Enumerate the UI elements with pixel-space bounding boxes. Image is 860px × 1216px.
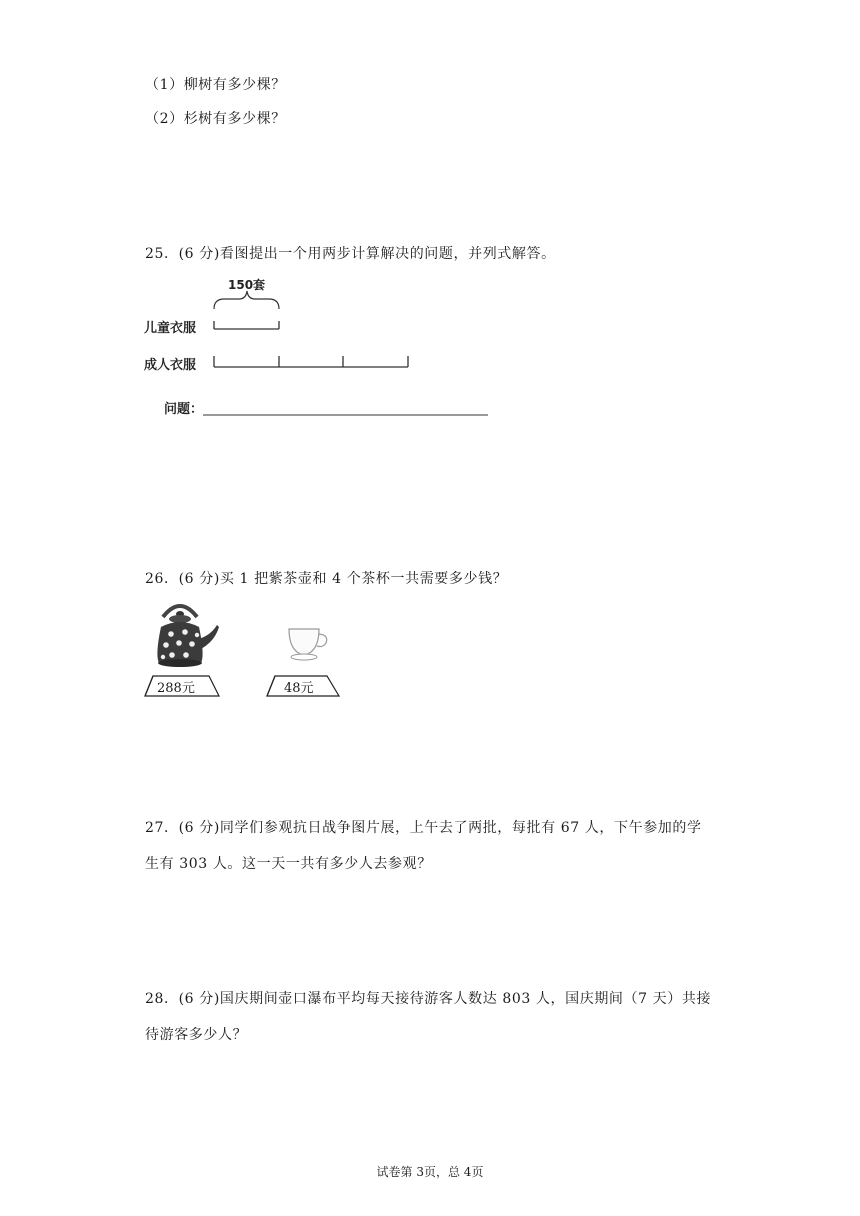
page-footer: 试卷第 3页，总 4页 — [376, 1165, 484, 1179]
brace-label: 150套 — [228, 278, 266, 292]
brace-icon — [214, 291, 279, 309]
q24-subquestion-2: （2）杉树有多少棵？ — [145, 111, 286, 127]
q24-subquestion-1: （1）柳树有多少棵？ — [145, 77, 286, 93]
q25-prompt: 25．(6 分)看图提出一个用两步计算解决的问题，并列式解答。 — [145, 246, 556, 262]
teapot-icon — [145, 597, 225, 669]
kettle-price: 288元 — [157, 681, 195, 696]
q28-line-2: 待游客多少人？ — [145, 1027, 248, 1043]
q27-line-2: 生有 303 人。这一天一共有多少人去参观？ — [145, 856, 432, 872]
segment-diagram — [140, 272, 500, 422]
q26-prompt: 26．(6 分)买 1 把紫茶壶和 4 个茶杯一共需要多少钱？ — [145, 571, 508, 587]
teacup-icon — [285, 625, 335, 663]
q28-line-1: 28．(6 分)国庆期间壶口瀑布平均每天接待游客人数达 803 人，国庆期间（7 天）共接 — [145, 991, 712, 1007]
cup-price: 48元 — [284, 681, 314, 696]
child-clothes-label: 儿童衣服 — [144, 321, 197, 336]
q27-line-1: 27．(6 分)同学们参观抗日战争图片展，上午去了两批，每批有 67 人，下午参加的学 — [145, 820, 702, 836]
question-label: 问题： — [164, 402, 204, 417]
adult-clothes-label: 成人衣服 — [144, 358, 197, 373]
